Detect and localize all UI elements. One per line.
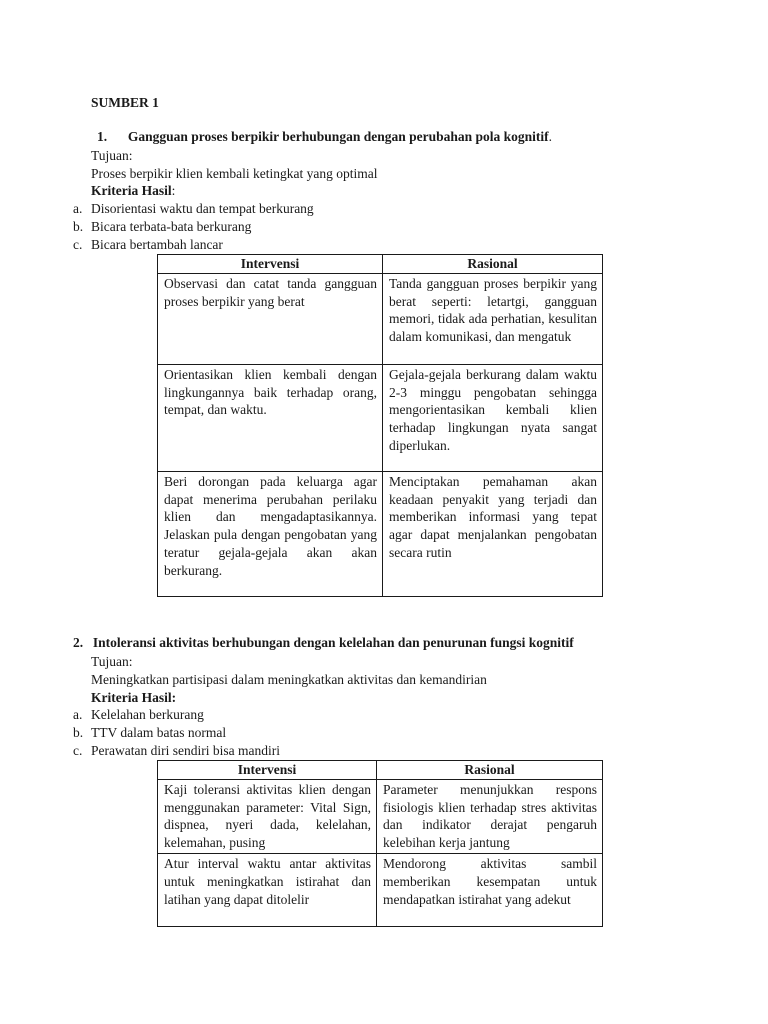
table-header-row [158,761,603,780]
table-row [158,273,603,364]
rasional-cell: Mendorong aktivitas sambil memberikan kesempatan untuk mendapatkan istirahat yang adekut [377,853,603,926]
intervensi-cell: Beri dorongan pada keluarga agar dapat menerima perubahan perilaku klien dan mengadaptasikannya. Jelaskan pula dengan pengobatan yang teratur gejala-gejala akan akan berkurang. [158,471,383,596]
section-2-tujuan-text: Meningkatkan partisipasi dalam meningkatkan aktivitas dan kemandirian [91,672,487,687]
table-row [158,471,603,596]
column-header-rasional: Rasional [383,255,603,274]
table-row [158,853,603,926]
section-1-table [157,254,603,597]
column-header-intervensi: Intervensi [158,761,377,780]
rasional-cell: Gejala-gejala berkurang dalam waktu 2-3 minggu pengobatan sehingga mengorientasikan kembali klien terhadap lingkungan nyata sangat diperlukan. [383,364,603,471]
table-row [158,779,603,853]
list-item: b. Bicara terbata-bata berkurang [73,219,252,234]
list-item: c. Perawatan diri sendiri bisa mandiri [73,743,280,758]
rasional-cell: Parameter menunjukkan respons fisiologis klien terhadap stres aktivitas dan indikator derajat pengaruh kelebihan kerja jantung [377,779,603,853]
intervensi-cell: Observasi dan catat tanda gangguan proses berpikir yang berat [158,273,383,364]
column-header-intervensi: Intervensi [158,255,383,274]
section-2-number: 2. [73,635,84,650]
section-2-kriteria: Kriteria Hasil: [91,690,177,705]
intervensi-cell: Atur interval waktu antar aktivitas untuk meningkatkan istirahat dan latihan yang dapat ditolelir [158,853,377,926]
list-item: a. Kelelahan berkurang [73,707,204,722]
rasional-cell: Tanda gangguan proses berpikir yang berat seperti: letartgi, gangguan memori, tidak ada perhatian, kesulitan dalam komunikasi, dan mengatuk [383,273,603,364]
section-1-tujuan-text: Proses berpikir klien kembali ketingkat yang optimal [91,166,378,181]
section-2-tujuan-label: Tujuan: [91,654,133,669]
list-item: b. TTV dalam batas normal [73,725,227,740]
section-2-heading-text: Intoleransi aktivitas berhubungan dengan kelelahan dan penurunan fungsi kognitif [92,635,574,650]
table-row [158,364,603,471]
column-header-rasional: Rasional [377,761,603,780]
section-1-heading: 1. Gangguan proses berpikir berhubungan dengan perubahan pola kognitif. [97,129,553,144]
section-1-tujuan-label: Tujuan: [91,148,133,163]
section-1-number: 1. [97,129,108,144]
list-item: c. Bicara bertambah lancar [73,237,223,252]
intervensi-cell: Orientasikan klien kembali dengan lingkungannya baik terhadap orang, tempat, dan waktu. [158,364,383,471]
document-title: SUMBER 1 [91,95,159,110]
rasional-cell: Menciptakan pemahaman akan keadaan penyakit yang terjadi dan memberikan informasi yang tepat agar dapat menjalankan pengobatan secara rutin [383,471,603,596]
section-2-heading [73,635,574,651]
list-item: a. Disorientasi waktu dan tempat berkurang [73,201,314,216]
table-header-row [158,255,603,274]
section-1-heading-text: Gangguan proses berpikir berhubungan dengan perubahan pola kognitif [127,129,549,144]
section-2-table [157,760,603,927]
section-1-kriteria: Kriteria Hasil: [91,183,176,198]
intervensi-cell: Kaji toleransi aktivitas klien dengan menggunakan parameter: Vital Sign, dispnea, nyeri dada, kelelahan, kelemahan, pusing [158,779,377,853]
